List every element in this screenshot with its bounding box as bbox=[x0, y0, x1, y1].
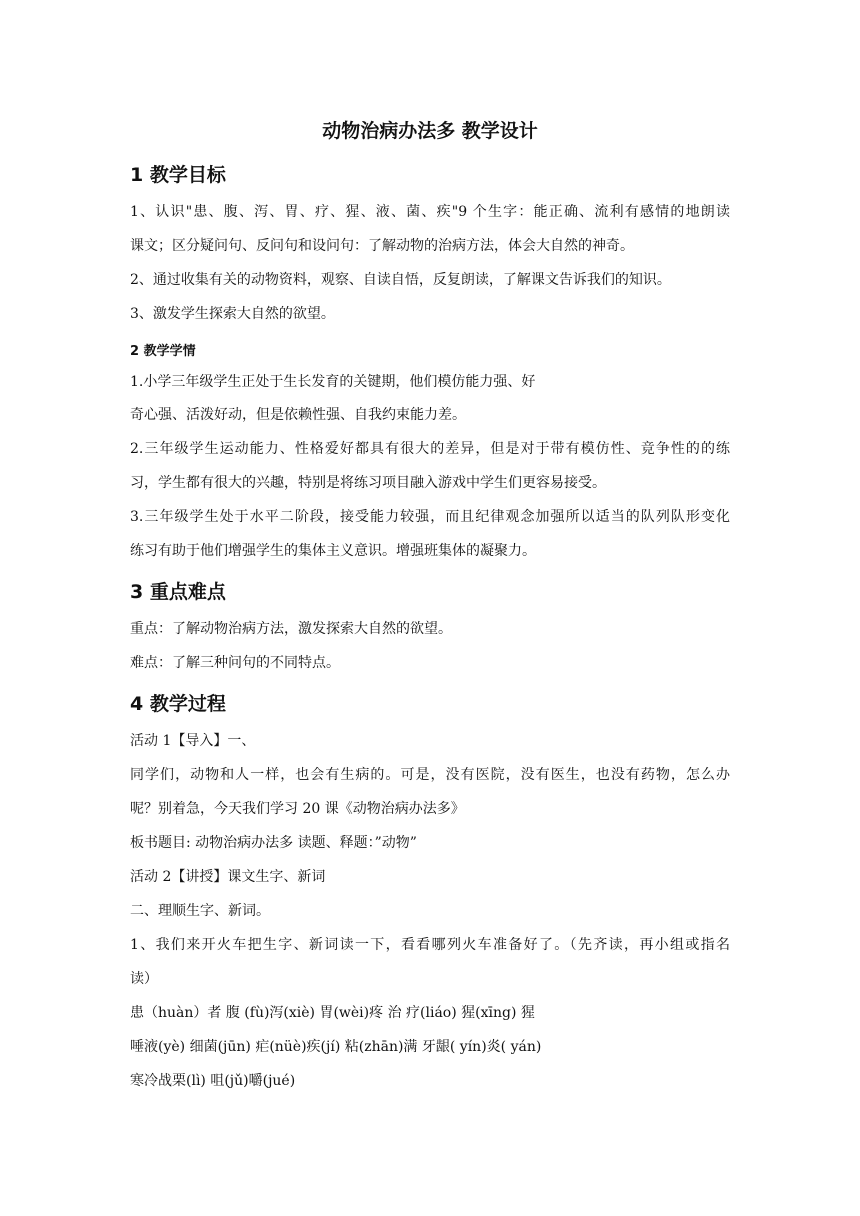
paragraph-line: 习，学生都有很大的兴趣，特别是将练习项目融入游戏中学生们更容易接受。 bbox=[130, 475, 606, 491]
paragraph-line: 难点：了解三种问句的不同特点。 bbox=[130, 655, 340, 671]
paragraph-line: 奇心强、活泼好动，但是依赖性强、自我约束能力差。 bbox=[130, 407, 466, 423]
paragraph-line: 3、激发学生探索大自然的欲望。 bbox=[130, 306, 335, 322]
paragraph-line: 读） bbox=[130, 971, 158, 987]
paragraph-line: 呢？别着急，今天我们学习 20 课《动物治病办法多》 bbox=[130, 801, 465, 817]
paragraph-line: 二、理顺生字、新词。 bbox=[130, 903, 270, 919]
paragraph-line: 板书题目: 动物治病办法多 读题、释题：”动物” bbox=[130, 835, 417, 851]
section-heading-learners: 2 教学学情 bbox=[130, 344, 196, 359]
paragraph-line: 1、我们来开火车把生字、新词读一下，看看哪列火车准备好了。（先齐读，再小组或指名 bbox=[130, 937, 730, 953]
paragraph-line: 课文；区分疑问句、反问句和设问句：了解动物的治病方法，体会大自然的神奇。 bbox=[130, 238, 634, 254]
paragraph-line: 1、认识"患、腹、泻、胃、疗、猩、液、菌、疾"9 个生字：能正确、流利有感情的地朗读 bbox=[130, 204, 730, 220]
paragraph-line: 3.三年级学生处于水平二阶段，接受能力较强，而且纪律观念加强所以适当的队列队形变化 bbox=[130, 509, 730, 525]
paragraph-line: 活动 1【导入】一、 bbox=[130, 733, 256, 749]
vocabulary-line: 患（huàn）者 腹 (fù)泻(xiè) 胃(wèi)疼 治 疗(liáo) 猩(xīng) 猩 bbox=[130, 1005, 535, 1021]
section-heading-objectives: 1 教学目标 bbox=[130, 164, 226, 186]
document-title: 动物治病办法多 教学设计 bbox=[322, 120, 538, 142]
paragraph-line: 2、通过收集有关的动物资料，观察、自读自悟，反复朗读，了解课文告诉我们的知识。 bbox=[130, 272, 671, 288]
paragraph-line: 活动 2【讲授】课文生字、新词 bbox=[130, 869, 326, 885]
paragraph-line: 同学们，动物和人一样，也会有生病的。可是，没有医院，没有医生，也没有药物，怎么办 bbox=[130, 767, 730, 783]
paragraph-line: 1.小学三年级学生正处于生长发育的关键期，他们模仿能力强、好 bbox=[130, 374, 536, 390]
vocabulary-line: 唾液(yè) 细菌(jūn) 疟(nüè)疾(jí) 粘(zhān)满 牙龈( yín)炎( yán) bbox=[130, 1039, 542, 1055]
paragraph-line: 2.三年级学生运动能力、性格爱好都具有很大的差异，但是对于带有模仿性、竞争性的的练 bbox=[130, 441, 730, 457]
section-heading-process: 4 教学过程 bbox=[130, 693, 226, 715]
section-heading-key-points: 3 重点难点 bbox=[130, 581, 226, 603]
paragraph-line: 重点：了解动物治病方法，激发探索大自然的欲望。 bbox=[130, 621, 452, 637]
vocabulary-line: 寒冷战栗(lì) 咀(jǔ)嚼(jué) bbox=[130, 1073, 296, 1089]
paragraph-line: 练习有助于他们增强学生的集体主义意识。增强班集体的凝聚力。 bbox=[130, 543, 536, 559]
